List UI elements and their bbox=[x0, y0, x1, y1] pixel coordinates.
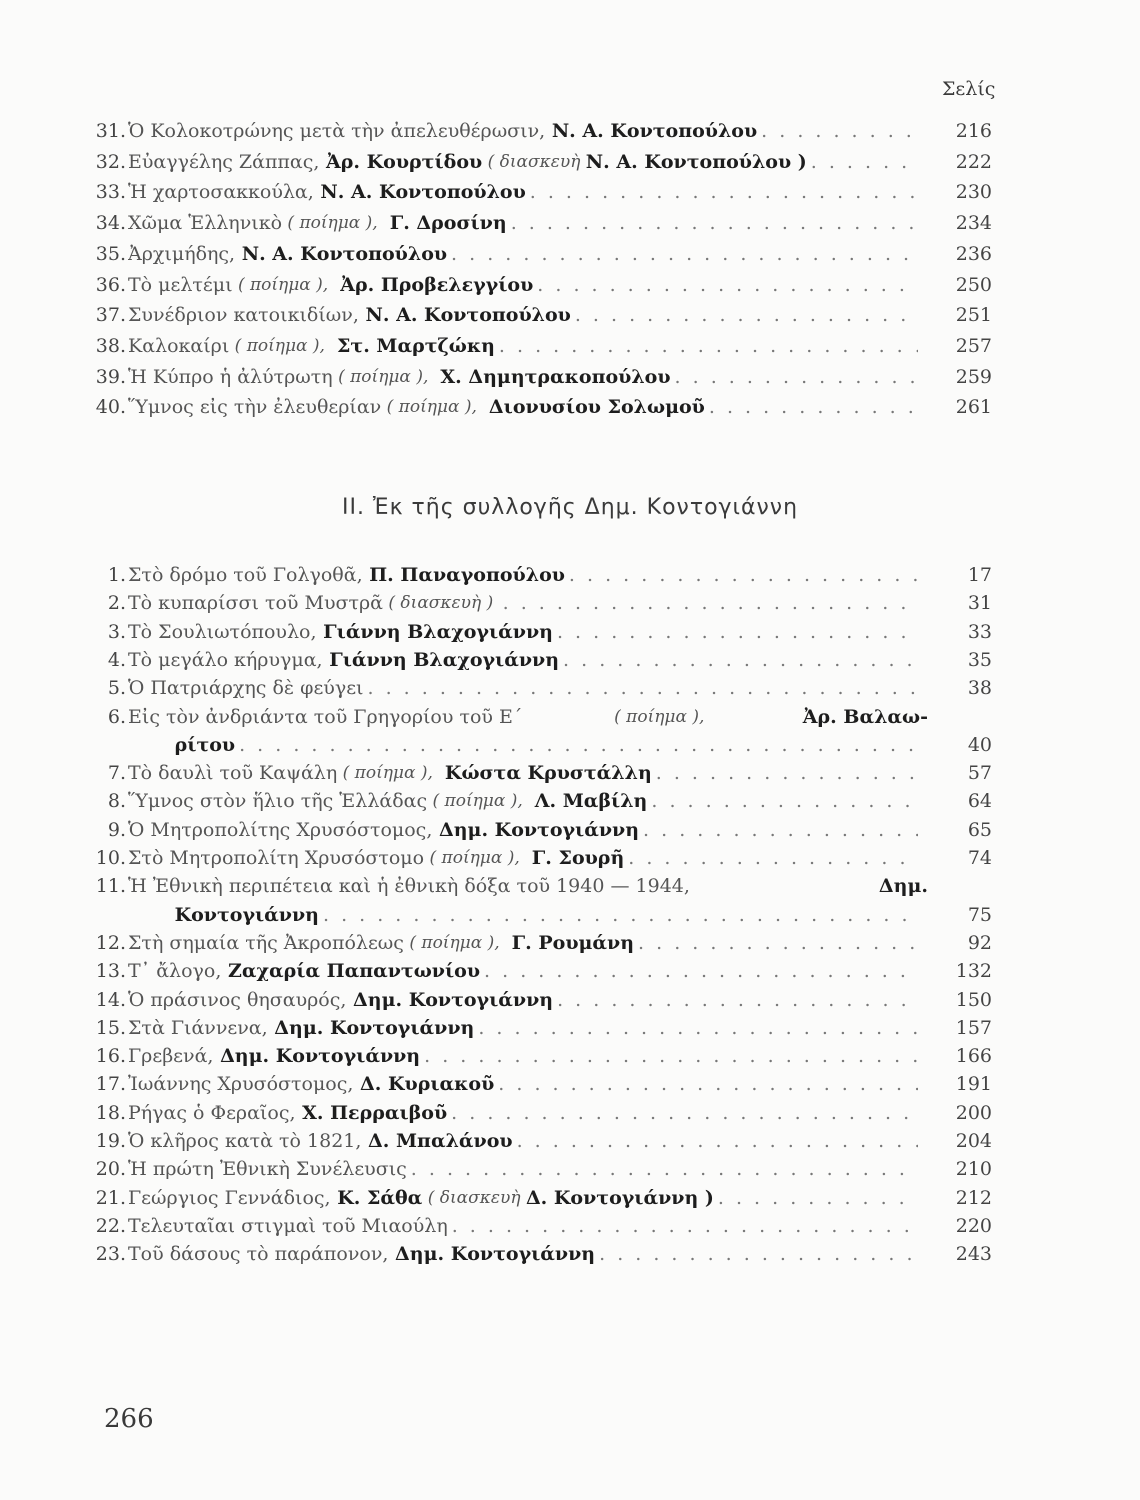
entry-page: 65 bbox=[967, 818, 992, 841]
dot-leader bbox=[239, 732, 918, 758]
toc-entry bbox=[0, 1128, 1140, 1154]
entry-page: 166 bbox=[955, 1045, 992, 1068]
entry-author: Δημ. Κοντογιάννη bbox=[346, 988, 554, 1011]
entry-text bbox=[128, 788, 918, 814]
entry-page: 236 bbox=[955, 242, 992, 265]
dot-leader bbox=[451, 241, 918, 267]
toc-entry bbox=[0, 210, 1140, 236]
entry-page: 200 bbox=[955, 1101, 992, 1124]
entry-number: 2. bbox=[107, 592, 126, 615]
entry-page: 204 bbox=[955, 1130, 992, 1152]
entry-page: 157 bbox=[955, 1016, 992, 1039]
toc-entry bbox=[0, 817, 1140, 843]
entry-title: Ρήγας ὁ Φεραῖος, bbox=[128, 1101, 296, 1124]
dot-leader bbox=[424, 1043, 918, 1069]
dot-leader bbox=[709, 394, 918, 420]
entry-page: 220 bbox=[955, 1214, 992, 1237]
dot-leader bbox=[638, 930, 918, 956]
entry-note: ( ποίημα ), bbox=[232, 274, 334, 295]
entry-number: 39. bbox=[95, 365, 126, 388]
entry-page: 212 bbox=[955, 1186, 992, 1209]
entry-author: Γιάννη Βλαχογιάννη bbox=[316, 620, 553, 643]
entry-title: Εἰς τὸν ἀνδριάντα τοῦ Γρηγορίου τοῦ Ε΄ bbox=[128, 705, 523, 728]
entry-number: 40. bbox=[95, 396, 126, 419]
dot-leader bbox=[484, 958, 918, 984]
toc-entry bbox=[0, 1100, 1140, 1126]
entry-title: Ὁ Κολοκοτρώνης μετὰ τὴν ἀπελευθέρωσιν, bbox=[128, 120, 546, 142]
entry-page: 230 bbox=[955, 181, 992, 204]
dot-leader bbox=[368, 675, 919, 701]
toc-entry bbox=[0, 590, 1140, 616]
toc-entry bbox=[0, 1185, 1140, 1211]
entry-title: Ἡ Ἐθνικὴ περιπέτεια καὶ ἡ ἐθνικὴ δόξα τοῦ 1940 — 1944, bbox=[128, 875, 690, 898]
entry-text bbox=[128, 845, 918, 871]
entry-author: Γιάννη Βλαχογιάννη bbox=[322, 648, 560, 671]
entry-text bbox=[128, 873, 928, 899]
entry-author: ρίτου bbox=[168, 733, 236, 756]
entry-page: 257 bbox=[955, 334, 992, 357]
entry-text bbox=[168, 902, 918, 928]
entry-text bbox=[128, 1128, 918, 1154]
entry-note: ( ποίημα ), bbox=[229, 335, 331, 356]
entry-text bbox=[128, 118, 918, 144]
entry-text bbox=[128, 333, 918, 359]
entry-author: Δημ. bbox=[872, 875, 928, 898]
entry-number: 18. bbox=[95, 1101, 126, 1124]
entry-note: ( ποίημα ), bbox=[381, 397, 483, 418]
entry-author: Π. Παναγοπούλου bbox=[362, 564, 565, 586]
toc-entry bbox=[0, 958, 1140, 984]
toc-entry bbox=[0, 873, 1140, 899]
entry-author: Ν. Α. Κοντοπούλου bbox=[358, 304, 571, 327]
entry-text bbox=[128, 1241, 918, 1267]
entry-page: 74 bbox=[967, 847, 992, 869]
dot-leader bbox=[411, 1156, 918, 1182]
entry-number: 31. bbox=[95, 120, 126, 142]
entry-author: Λ. Μαβίλη bbox=[528, 790, 648, 813]
toc-entry bbox=[0, 647, 1140, 673]
entry-text bbox=[128, 958, 918, 984]
entry-number: 14. bbox=[95, 988, 126, 1011]
entry-text bbox=[128, 562, 918, 588]
entry-number: 20. bbox=[95, 1158, 126, 1181]
entry-number: 34. bbox=[95, 212, 126, 235]
dot-leader bbox=[323, 902, 918, 928]
entry-note: ( ποίημα ), bbox=[332, 366, 434, 387]
toc-entry bbox=[0, 241, 1140, 267]
entry-text bbox=[128, 647, 918, 673]
entry-page: 259 bbox=[955, 365, 992, 388]
entry-note: ( ποίημα ), bbox=[427, 791, 529, 812]
toc-entry bbox=[0, 760, 1140, 786]
entry-page: 75 bbox=[967, 903, 992, 926]
entry-title: Ὕμνος στὸν ἥλιο τῆς Ἑλλάδας bbox=[128, 790, 428, 813]
entry-text bbox=[128, 272, 918, 298]
entry-author: Δημ. Κοντογιάννη bbox=[213, 1045, 421, 1068]
entry-number: 8. bbox=[107, 790, 126, 813]
entry-number: 17. bbox=[95, 1073, 126, 1096]
entry-number: 36. bbox=[95, 273, 126, 296]
dot-leader bbox=[575, 302, 918, 328]
entry-author: Κ. Σάθα bbox=[330, 1186, 423, 1209]
entry-author: Κώστα Κρυστάλλη bbox=[438, 762, 652, 785]
entry-number: 4. bbox=[107, 648, 126, 671]
toc-entry bbox=[0, 1156, 1140, 1182]
dot-leader bbox=[503, 590, 918, 616]
toc-entry bbox=[0, 930, 1140, 956]
entry-text bbox=[128, 179, 918, 205]
entry-title: Ἡ χαρτοσακκούλα, bbox=[128, 181, 314, 204]
entry-title: Γεώργιος Γεννάδιος, bbox=[128, 1186, 331, 1209]
entry-title: Ὁ Πατριάρχης δὲ φεύγει bbox=[128, 677, 364, 700]
entry-page: 251 bbox=[955, 304, 992, 327]
entry-text bbox=[128, 302, 918, 328]
dot-leader bbox=[478, 1015, 918, 1041]
entry-page: 40 bbox=[967, 733, 992, 756]
entry-page: 216 bbox=[955, 120, 992, 142]
entry-title: Καλοκαίρι bbox=[128, 334, 230, 357]
entry-page: 243 bbox=[955, 1243, 992, 1266]
entry-author: Δ. Μπαλάνου bbox=[361, 1130, 513, 1152]
entry-note: ( ποίημα ), bbox=[282, 213, 384, 234]
entry-author: Ἀρ. Προβελεγγίου bbox=[333, 273, 534, 296]
toc-entry bbox=[0, 1071, 1140, 1097]
entry-title: Τὸ κυπαρίσσι τοῦ Μυστρᾶ bbox=[128, 592, 383, 615]
dot-leader bbox=[651, 788, 918, 814]
entry-text bbox=[128, 590, 918, 616]
entry-text bbox=[128, 704, 928, 730]
toc-entry bbox=[0, 272, 1140, 298]
entry-page: 64 bbox=[967, 790, 992, 813]
entry-note: ( ποίημα ), bbox=[424, 848, 526, 868]
toc-entry bbox=[0, 302, 1140, 328]
dot-leader bbox=[643, 817, 918, 843]
entry-number: 35. bbox=[95, 242, 126, 265]
entry-text bbox=[128, 364, 918, 390]
entry-author: Δ. Κυριακοῦ bbox=[353, 1073, 495, 1096]
entry-number: 15. bbox=[95, 1016, 126, 1039]
entry-text bbox=[128, 1156, 918, 1182]
dot-leader bbox=[557, 987, 918, 1013]
toc-entry bbox=[0, 788, 1140, 814]
toc-entry bbox=[0, 562, 1140, 588]
entry-title: Εὐαγγέλης Ζάππας, bbox=[128, 150, 320, 173]
entry-author: Ν. Α. Κοντοπούλου bbox=[313, 181, 526, 204]
entry-title: Τοῦ δάσους τὸ παράπονον, bbox=[128, 1243, 389, 1266]
entry-note: ( διασκευὴ bbox=[482, 151, 586, 172]
entry-text bbox=[168, 732, 918, 758]
entry-page: 234 bbox=[955, 212, 992, 235]
entry-author: Ἀρ. Κουρτίδου bbox=[319, 150, 483, 173]
entry-text bbox=[128, 1015, 918, 1041]
entry-text bbox=[128, 1213, 918, 1239]
dot-leader bbox=[599, 1241, 918, 1267]
entry-author: Ἀρ. Βαλαω- bbox=[796, 705, 928, 728]
entry-text bbox=[128, 817, 918, 843]
entry-text bbox=[128, 210, 918, 236]
entry-text bbox=[128, 1071, 918, 1097]
entry-text bbox=[128, 241, 918, 267]
entry-number: 1. bbox=[107, 564, 126, 586]
entry-page: 17 bbox=[967, 564, 992, 586]
entry-page: 92 bbox=[967, 931, 992, 954]
entry-note: ( ποίημα ), bbox=[608, 706, 710, 727]
entry-author: Γ. Σουρῆ bbox=[525, 847, 625, 869]
entry-author: Δημ. Κοντογιάννη bbox=[432, 818, 640, 841]
entry-title: Στὰ Γιάννενα, bbox=[128, 1016, 268, 1039]
entry-number: 9. bbox=[107, 818, 126, 841]
entry-title: Τ᾽ ἄλογο, bbox=[128, 960, 222, 983]
entry-text bbox=[128, 987, 918, 1013]
entry-title: Στὸ Μητροπολίτη Χρυσόστομο bbox=[128, 847, 425, 869]
entry-author: Ν. Α. Κοντοπούλου bbox=[545, 120, 758, 142]
entry-page: 57 bbox=[967, 762, 992, 785]
toc-entry bbox=[0, 1213, 1140, 1239]
dot-leader bbox=[451, 1100, 918, 1126]
entry-number: 32. bbox=[95, 150, 126, 173]
dot-leader bbox=[537, 272, 918, 298]
entry-number: 16. bbox=[95, 1045, 126, 1068]
entry-number: 23. bbox=[95, 1243, 126, 1266]
entry-note: ( ποίημα ), bbox=[403, 932, 506, 953]
section-heading: ΙΙ. Ἐκ τῆς συλλογῆς Δημ. Κοντογιάννη bbox=[341, 495, 799, 520]
dot-leader bbox=[499, 333, 918, 359]
entry-title: Τελευταῖαι στιγμαὶ τοῦ Μιαούλη bbox=[128, 1214, 448, 1237]
entry-title: Ἰωάννης Χρυσόστομος, bbox=[128, 1073, 354, 1096]
toc-entry bbox=[0, 619, 1140, 645]
entry-title: Τὸ μελτέμι bbox=[128, 273, 233, 296]
entry-page: 33 bbox=[967, 620, 992, 643]
entry-number: 19. bbox=[95, 1130, 126, 1152]
dot-leader bbox=[452, 1213, 918, 1239]
entry-title: Χῶμα Ἑλληνικὸ bbox=[128, 212, 283, 235]
entry-author: Γ. Ρουμάνη bbox=[505, 931, 635, 954]
toc-entry bbox=[0, 902, 1140, 928]
entry-title: Ἡ Κύπρο ἡ ἀλύτρωτη bbox=[128, 365, 333, 388]
toc-entry bbox=[0, 1015, 1140, 1041]
entry-title: Συνέδριον κατοικιδίων, bbox=[128, 304, 359, 327]
entry-title: Τὸ μεγάλο κήρυγμα, bbox=[128, 648, 323, 671]
entry-number: 33. bbox=[95, 181, 126, 204]
entry-title: Ὁ πράσινος θησαυρός, bbox=[128, 988, 347, 1011]
entry-author: Ν. Α. Κοντοπούλου bbox=[235, 242, 448, 265]
toc-entry bbox=[0, 179, 1140, 205]
entry-author: Χ. Δημητρακοπούλου bbox=[433, 365, 671, 388]
entry-number: 3. bbox=[107, 620, 126, 643]
entry-page: 261 bbox=[955, 396, 992, 419]
dot-leader bbox=[569, 562, 918, 588]
toc-entry bbox=[0, 732, 1140, 758]
entry-title: Ἡ πρώτη Ἐθνικὴ Συνέλευσις bbox=[128, 1158, 407, 1181]
entry-page: 132 bbox=[955, 960, 992, 983]
entry-text bbox=[128, 760, 918, 786]
entry-author: Κοντογιάννη bbox=[168, 903, 319, 926]
entry-page: 150 bbox=[955, 988, 992, 1011]
entry-title: Τὸ δαυλὶ τοῦ Καψάλη bbox=[128, 762, 338, 785]
entry-page: 38 bbox=[967, 677, 992, 700]
entry-author: Δημ. Κοντογιάννη bbox=[267, 1016, 475, 1039]
entry-number: 6. bbox=[107, 705, 126, 728]
entry-author: Ν. Α. Κοντοπούλου ) bbox=[585, 150, 807, 173]
entry-title: Ὕμνος εἰς τὴν ἐλευθερίαν bbox=[128, 396, 382, 419]
dot-leader bbox=[557, 619, 918, 645]
dot-leader bbox=[530, 179, 918, 205]
entry-number: 10. bbox=[95, 847, 126, 869]
entry-text bbox=[128, 619, 918, 645]
page-column-label: Σελίς bbox=[942, 78, 996, 100]
toc-entry bbox=[0, 845, 1140, 871]
toc-entry bbox=[0, 704, 1140, 730]
entry-title: Ὁ Μητροπολίτης Χρυσόστομος, bbox=[128, 818, 433, 841]
dot-leader bbox=[563, 647, 918, 673]
entry-number: 12. bbox=[95, 931, 126, 954]
entry-author: Χ. Περραιβοῦ bbox=[295, 1101, 448, 1124]
dot-leader bbox=[511, 210, 918, 236]
entry-author: Στ. Μαρτζώκη bbox=[330, 334, 495, 357]
entry-number: 22. bbox=[95, 1214, 126, 1237]
entry-text bbox=[128, 675, 918, 701]
toc-entry bbox=[0, 149, 1140, 175]
toc-entry bbox=[0, 364, 1140, 390]
entry-author: Ζαχαρία Παπαντωνίου bbox=[221, 960, 481, 983]
dot-leader bbox=[517, 1128, 918, 1154]
entry-title: Ἀρχιμήδης, bbox=[128, 242, 236, 265]
entry-page: 31 bbox=[967, 592, 992, 615]
entry-text bbox=[128, 930, 918, 956]
entry-page: 222 bbox=[955, 150, 992, 173]
entry-number: 37. bbox=[95, 304, 126, 327]
entry-author: Διονυσίου Σολωμοῦ bbox=[482, 396, 705, 419]
entry-number: 11. bbox=[95, 875, 126, 898]
entry-text bbox=[128, 1100, 918, 1126]
entry-author: Δ. Κοντογιάννη ) bbox=[525, 1186, 714, 1209]
entry-author: Δημ. Κοντογιάννη bbox=[388, 1243, 596, 1266]
entry-note: ( ποίημα ), bbox=[337, 763, 439, 784]
entry-text bbox=[128, 394, 918, 420]
entry-title: Γρεβενά, bbox=[128, 1045, 214, 1068]
toc-entry bbox=[0, 675, 1140, 701]
dot-leader bbox=[498, 1071, 918, 1097]
entry-page: 35 bbox=[967, 648, 992, 671]
entry-number: 21. bbox=[95, 1186, 126, 1209]
entry-text bbox=[128, 149, 918, 175]
entry-title: Τὸ Σουλιωτόπουλο, bbox=[128, 620, 317, 643]
dot-leader bbox=[761, 118, 918, 144]
entry-page: 210 bbox=[955, 1158, 992, 1181]
entry-note: ( διασκευὴ bbox=[422, 1187, 526, 1208]
entry-title: Στὸ δρόμο τοῦ Γολγοθᾶ, bbox=[128, 564, 363, 586]
entry-text bbox=[128, 1185, 918, 1211]
dot-leader bbox=[811, 149, 918, 175]
entry-number: 7. bbox=[107, 762, 126, 785]
toc-entry bbox=[0, 1043, 1140, 1069]
entry-page: 191 bbox=[955, 1073, 992, 1096]
entry-number: 38. bbox=[95, 334, 126, 357]
entry-title: Ὁ κλῆρος κατὰ τὸ 1821, bbox=[128, 1130, 362, 1152]
toc-entry bbox=[0, 118, 1140, 144]
entry-number: 13. bbox=[95, 960, 126, 983]
dot-leader bbox=[718, 1185, 918, 1211]
toc-entry bbox=[0, 333, 1140, 359]
entry-page: 250 bbox=[955, 273, 992, 296]
dot-leader bbox=[656, 760, 918, 786]
entry-number: 5. bbox=[107, 677, 126, 700]
dot-leader bbox=[628, 845, 918, 871]
entry-title: Στὴ σημαία τῆς Ἀκροπόλεως bbox=[128, 931, 404, 954]
entry-text bbox=[128, 1043, 918, 1069]
page-number: 266 bbox=[104, 1404, 154, 1434]
entry-author: Γ. Δροσίνη bbox=[383, 212, 507, 235]
toc-entry bbox=[0, 1241, 1140, 1267]
dot-leader bbox=[675, 364, 918, 390]
entry-note: ( διασκευὴ ) bbox=[382, 593, 499, 614]
toc-entry bbox=[0, 987, 1140, 1013]
toc-entry bbox=[0, 394, 1140, 420]
